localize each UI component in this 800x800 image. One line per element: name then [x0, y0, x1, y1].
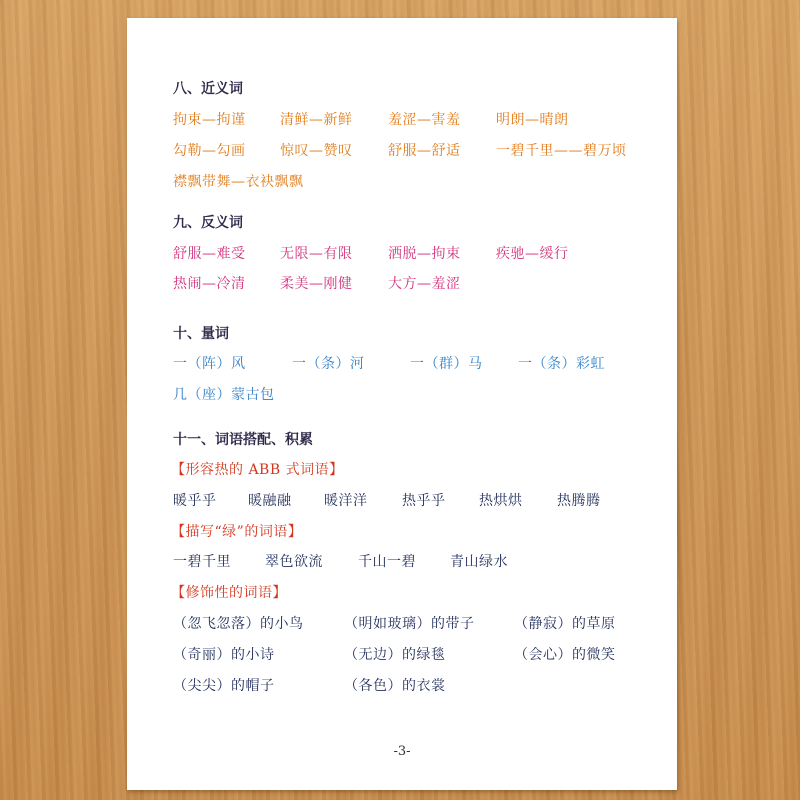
modifier-phrase: （静寂）的草原: [514, 616, 616, 632]
synonym-pair: 羞涩—害羞: [388, 112, 461, 128]
modifier-phrase: （无边）的绿毯: [344, 647, 446, 663]
modifier-phrase: （忽飞忽落）的小鸟: [173, 616, 304, 632]
measure-word-phrase: 一（条）河: [292, 356, 365, 372]
synonym-pair: 襟飘带舞—衣袂飘飘: [173, 174, 304, 190]
synonym-pair: 惊叹—赞叹: [280, 143, 353, 159]
antonym-pair: 柔美—刚健: [280, 276, 353, 292]
measure-word-phrase: 一（条）彩虹: [518, 356, 605, 372]
word: 一碧千里: [173, 554, 231, 570]
word: 暖融融: [248, 493, 292, 509]
word: 热腾腾: [557, 493, 601, 509]
modifier-phrase: （奇丽）的小诗: [173, 647, 275, 663]
measure-word-phrase: 几（座）蒙古包: [173, 387, 275, 403]
modifier-phrase: （明如玻璃）的带子: [344, 616, 475, 632]
antonym-pair: 热闹—冷清: [173, 276, 246, 292]
modifier-phrase: （尖尖）的帽子: [173, 678, 275, 694]
measure-word-phrase: 一（群）马: [410, 356, 483, 372]
group-label-abb: 【形容热的 ABB 式词语】: [171, 462, 344, 478]
section-9-title: 九、反义词: [173, 215, 243, 231]
synonym-pair: 勾勒—勾画: [173, 143, 246, 159]
synonym-pair: 一碧千里——碧万顷: [496, 143, 627, 159]
word: 热乎乎: [402, 493, 446, 509]
word: 热烘烘: [479, 493, 523, 509]
synonym-pair: 拘束—拘谨: [173, 112, 246, 128]
synonym-pair: 清鲜—新鲜: [280, 112, 353, 128]
antonym-pair: 舒服—难受: [173, 246, 246, 262]
antonym-pair: 无限—有限: [280, 246, 353, 262]
page-number: -3-: [393, 744, 411, 759]
antonym-pair: 洒脱—拘束: [388, 246, 461, 262]
antonym-pair: 疾驰—缓行: [496, 246, 569, 262]
word: 青山绿水: [450, 554, 508, 570]
group-label-modifiers: 【修饰性的词语】: [171, 585, 287, 601]
section-11-title: 十一、词语搭配、积累: [173, 432, 313, 448]
word: 翠色欲流: [265, 554, 323, 570]
word: 千山一碧: [358, 554, 416, 570]
page: [127, 18, 677, 790]
measure-word-phrase: 一（阵）风: [173, 356, 246, 372]
antonym-pair: 大方—羞涩: [388, 276, 461, 292]
word: 暖洋洋: [324, 493, 368, 509]
synonym-pair: 舒服—舒适: [388, 143, 461, 159]
modifier-phrase: （会心）的微笑: [514, 647, 616, 663]
section-10-title: 十、量词: [173, 326, 229, 342]
section-8-title: 八、近义词: [173, 81, 243, 97]
group-label-green: 【描写“绿”的词语】: [171, 524, 303, 540]
modifier-phrase: （各色）的衣裳: [344, 678, 446, 694]
word: 暖乎乎: [173, 493, 217, 509]
synonym-pair: 明朗—晴朗: [496, 112, 569, 128]
